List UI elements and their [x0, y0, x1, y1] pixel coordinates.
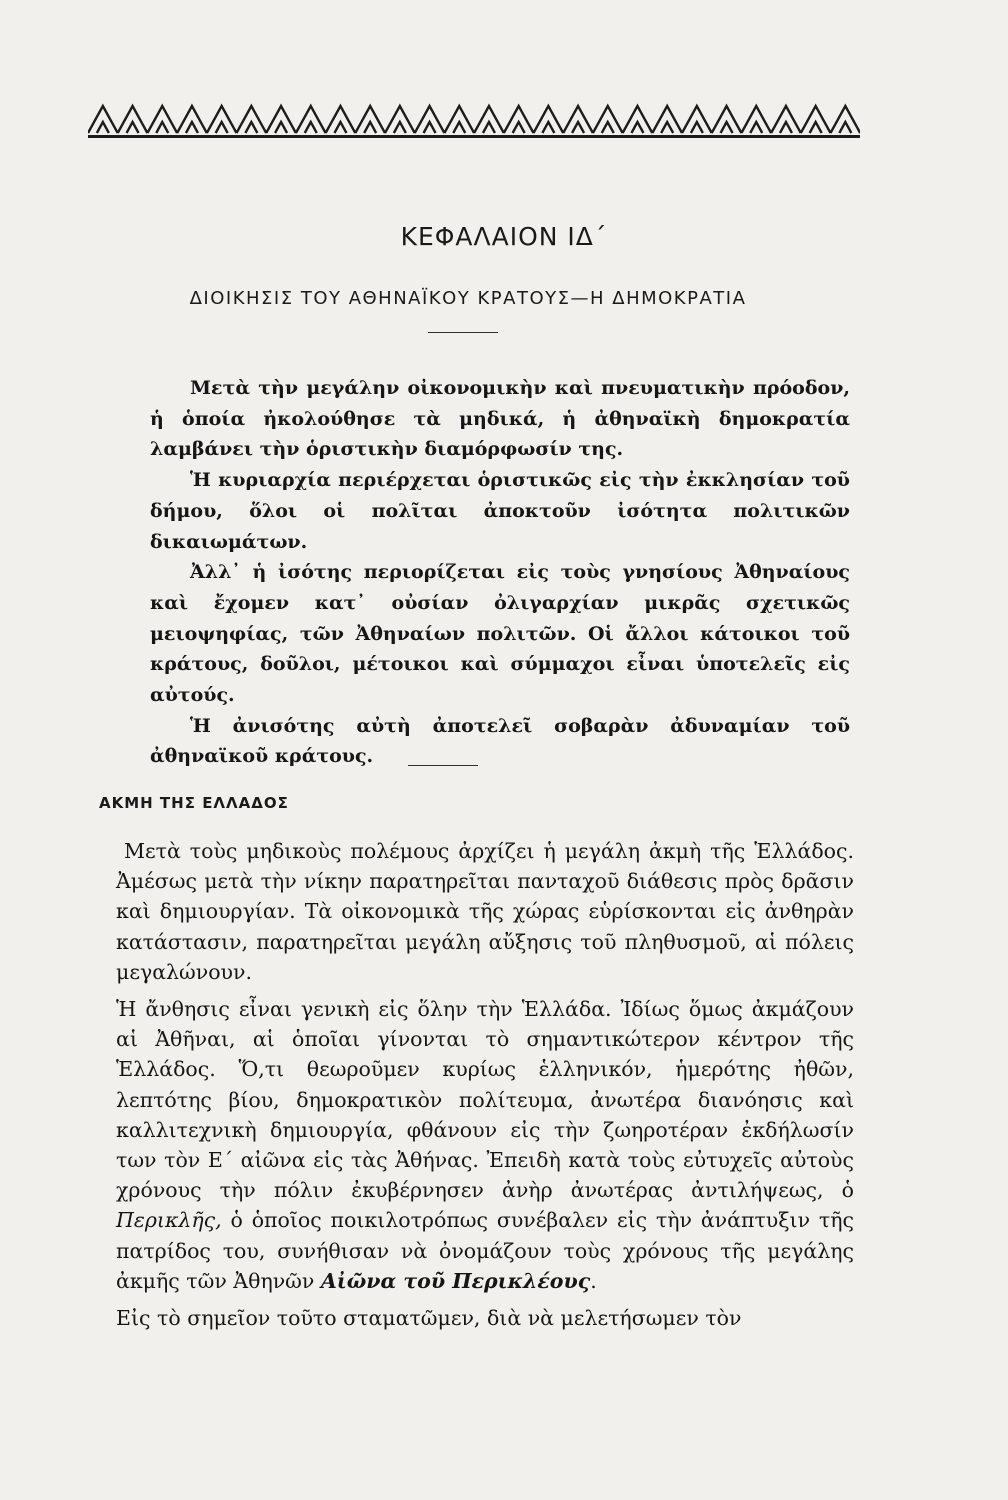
chapter-summary: [150, 373, 850, 772]
border-inner-triangle: [750, 122, 762, 133]
border-inner-triangle: [513, 122, 525, 133]
border-inner-triangle: [334, 122, 346, 133]
border-inner-triangle: [721, 122, 733, 133]
border-inner-triangle: [453, 122, 465, 133]
summary-paragraph: Μετὰ τὴν μεγάλην οἰκονομικὴν καὶ πνευματικὴν πρόοδον, ἡ ὁποία ἠκολούθησε τὰ μηδικά, ἡ ἀθηναϊκὴ δημοκρατία λαμβάνει τὴν ὁριστικὴν διαμόρφωσίν της.: [150, 377, 850, 461]
border-inner-triangle: [483, 122, 495, 133]
paragraph-text: ὁ ὁποῖος ποικιλοτρόπως συνέβαλεν εἰς τὴν ἀνάπτυξιν τῆς πατρίδος του, συνήθισαν νὰ ὀνομάζουν τοὺς χρόνους τῆς μεγάλης ἀκμῆς τῶν Ἀθηνῶν: [116, 1208, 854, 1293]
border-inner-triangle: [691, 122, 703, 133]
border-inner-triangle: [542, 122, 554, 133]
summary-paragraph: Ἀλλ᾽ ἡ ἰσότης περιορίζεται εἰς τοὺς γνησίους Ἀθηναίους καὶ ἔχομεν κατ᾽ οὐσίαν ὀλιγαρχίαν μικρᾶς σχετικῶς μειοψηφίας, τῶν Ἀθηναίων πολιτῶν. Οἱ ἄλλοι κάτοικοι τοῦ κράτους, δοῦλοι, μέτοικοι καὶ σύμμαχοι εἶναι ὑποτελεῖς εἰς αὐτούς.: [150, 561, 850, 707]
border-inner-triangle: [216, 122, 228, 133]
border-inner-triangle: [275, 122, 287, 133]
section-body: [116, 836, 854, 1333]
border-inner-triangle: [572, 122, 584, 133]
border-inner-triangle: [602, 122, 614, 133]
border-inner-triangle: [424, 122, 436, 133]
section-heading: ΑΚΜΗ ΤΗΣ ΕΛΛΑΔΟΣ: [99, 794, 289, 812]
border-inner-triangle: [394, 122, 406, 133]
border-inner-triangle: [127, 122, 139, 133]
border-inner-triangle: [245, 122, 257, 133]
border-inner-triangle: [97, 122, 109, 133]
border-inner-triangle: [186, 122, 198, 133]
key-term: Αἰῶνα τοῦ Περικλέους: [320, 1268, 591, 1293]
border-inner-triangle: [631, 122, 643, 133]
border-inner-triangle: [810, 122, 822, 133]
divider: [428, 332, 498, 333]
divider: [408, 765, 478, 766]
border-inner-triangle: [661, 122, 673, 133]
border-triangle: [831, 106, 861, 133]
meander-ornament-icon: [88, 103, 860, 139]
paragraph-text: .: [590, 1268, 597, 1293]
border-inner-triangle: [305, 122, 317, 133]
summary-paragraph: Ἡ κυριαρχία περιέρχεται ὁριστικῶς εἰς τὴν ἐκκλησίαν τοῦ δήμου, ὅλοι οἱ πολῖται ἀποκτοῦν ἰσότητα πολιτικῶν δικαιωμάτων.: [150, 469, 850, 553]
border-inner-triangle: [156, 122, 168, 133]
body-paragraph: [116, 994, 854, 1296]
body-paragraph: Μετὰ τοὺς μηδικοὺς πολέμους ἀρχίζει ἡ μεγάλη ἀκμὴ τῆς Ἑλλάδος. Ἀμέσως μετὰ τὴν νίκην παρατηρεῖται πανταχοῦ διάθεσις πρὸς δρᾶσιν καὶ δημιουργίαν. Τὰ οἰκονομικὰ τῆς χώρας εὑρίσκονται εἰς ἀνθηρὰν κατάστασιν, παρατηρεῖται μεγάλη αὔξησις τοῦ πληθυσμοῦ, αἱ πόλεις μεγαλώνουν.: [116, 839, 854, 984]
border-inner-triangle: [780, 122, 792, 133]
border-inner-triangle: [839, 122, 851, 133]
chapter-subtitle: ΔΙΟΙΚΗΣΙΣ ΤΟΥ ΑΘΗΝΑΪΚΟΥ ΚΡΑΤΟΥΣ—Η ΔΗΜΟΚΡΑΤΙΑ: [189, 288, 747, 309]
decorative-border: [88, 103, 860, 139]
person-name: Περικλῆς,: [116, 1208, 222, 1233]
paragraph-text: Ἡ ἄνθησις εἶναι γενικὴ εἰς ὅλην τὴν Ἑλλάδα. Ἰδίως ὅμως ἀκμάζουν αἱ Ἀθῆναι, αἱ ὁποῖαι γίνονται τὸ σημαντικώτερον κέντρον τῆς Ἑλλάδος. Ὅ,τι θεωροῦμεν κυρίως ἑλληνικόν, ἡμερότης ἠθῶν, λεπτότης βίου, δημοκρατικὸν πολίτευμα, ἀνωτέρα διανόησις καὶ καλλιτεχνικὴ δημιουργία, φθάνουν εἰς τὴν ζωηροτέραν ἐκδήλωσίν των τὸν Ε΄ αἰῶνα εἰς τὰς Ἀθήνας. Ἐπειδὴ κατὰ τοὺς εὐτυχεῖς αὐτοὺς χρόνους τὴν πόλιν ἐκυβέρνησεν ἀνὴρ ἀνωτέρας ἀντιλήψεως, ὁ: [116, 997, 854, 1203]
body-paragraph: Εἰς τὸ σημεῖον τοῦτο σταματῶμεν, διὰ νὰ μελετήσωμεν τὸν: [116, 1306, 742, 1331]
summary-paragraph: Ἡ ἀνισότης αὐτὴ ἀποτελεῖ σοβαρὰν ἀδυναμίαν τοῦ ἀθηναϊκοῦ κράτους.: [150, 714, 850, 768]
border-inner-triangle: [364, 122, 376, 133]
chapter-title: ΚΕΦΑΛΑΙΟΝ ΙΔ΄: [400, 222, 608, 251]
